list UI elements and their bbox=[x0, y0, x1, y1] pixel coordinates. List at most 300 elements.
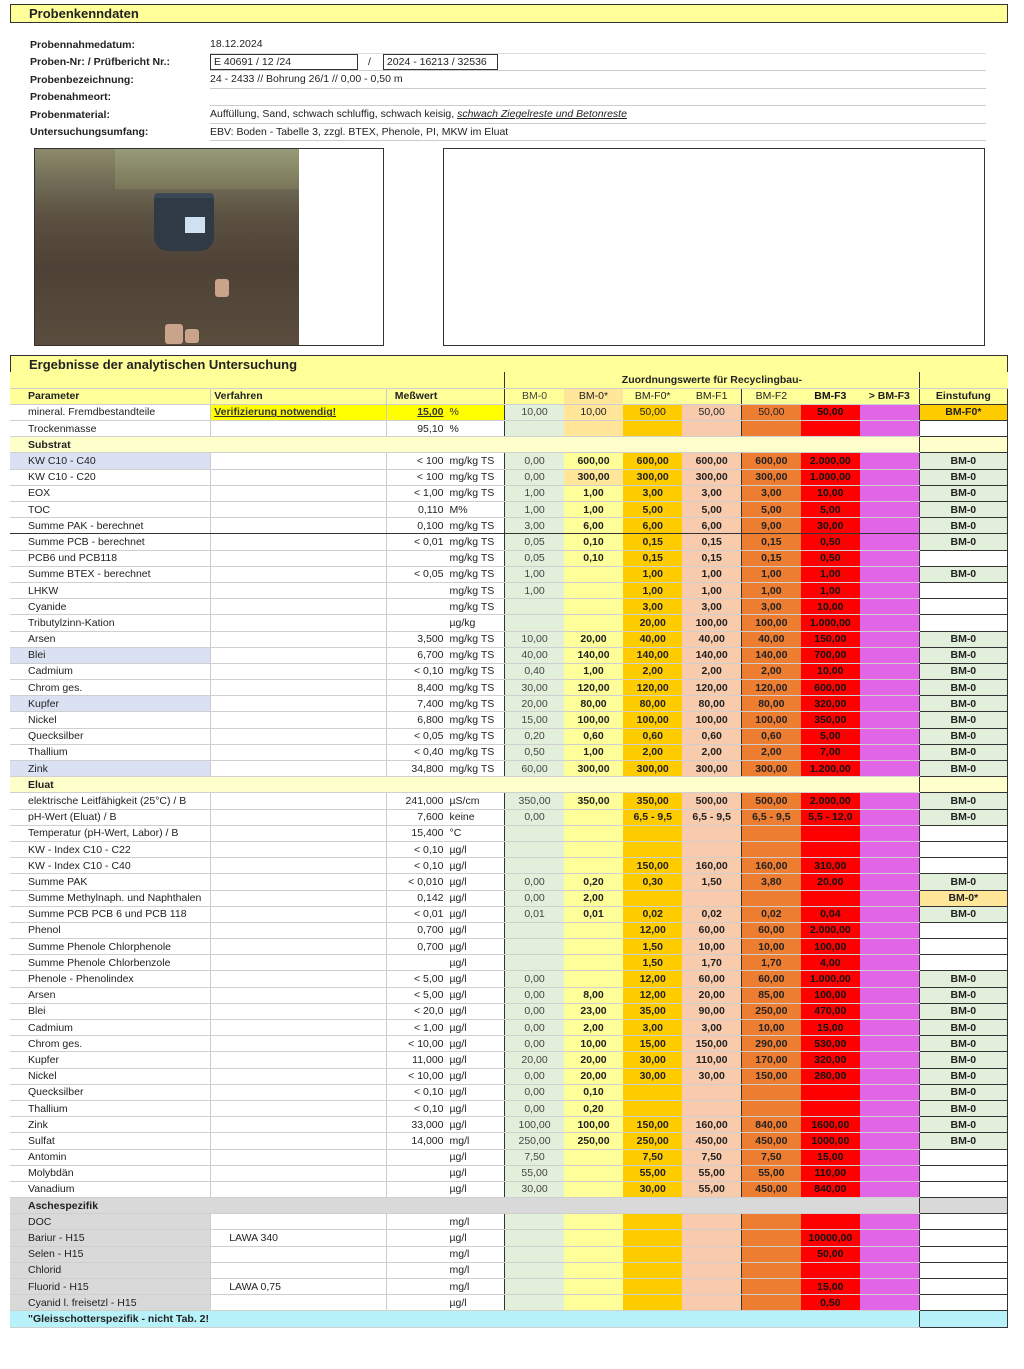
unit: µg/l bbox=[447, 841, 505, 857]
threshold-bmf2: 0,15 bbox=[742, 550, 801, 566]
threshold-bm0 bbox=[505, 955, 564, 971]
verfahren-value bbox=[211, 696, 387, 712]
threshold-bm0-star: 0,01 bbox=[564, 906, 623, 922]
measured-value: 0,100 bbox=[386, 518, 446, 534]
parameter-name: mineral. Fremdbestandteile bbox=[10, 404, 211, 420]
threshold-bmf0-star: 12,00 bbox=[623, 922, 682, 938]
parameter-name: Bariur - H15 bbox=[10, 1230, 211, 1246]
threshold-bmf3: 5,00 bbox=[801, 502, 860, 518]
parameter-name: Selen - H15 bbox=[10, 1246, 211, 1262]
threshold-bmf0-star: 40,00 bbox=[623, 631, 682, 647]
threshold-above-bmf3 bbox=[860, 1036, 919, 1052]
verfahren-value bbox=[211, 1165, 387, 1181]
table-row bbox=[10, 939, 1008, 955]
info-row-scope bbox=[30, 124, 986, 142]
einstufung-badge: BM-0 bbox=[919, 712, 1007, 728]
threshold-above-bmf3 bbox=[860, 1246, 919, 1262]
verfahren-value bbox=[211, 680, 387, 696]
einstufung-badge: BM-0 bbox=[919, 874, 1007, 890]
threshold-bm0: 20,00 bbox=[505, 696, 564, 712]
measured-value: < 0,05 bbox=[386, 728, 446, 744]
threshold-bm0: 0,00 bbox=[505, 874, 564, 890]
parameter-name: Blei bbox=[10, 647, 211, 663]
threshold-bmf1 bbox=[682, 421, 741, 437]
threshold-bmf0-star: 30,00 bbox=[623, 1181, 682, 1197]
threshold-bm0: 0,50 bbox=[505, 744, 564, 760]
threshold-bmf0-star: 300,00 bbox=[623, 761, 682, 777]
threshold-bmf1: 55,00 bbox=[682, 1165, 741, 1181]
group-label: Aschespezifik bbox=[10, 1198, 919, 1214]
threshold-bm0: 20,00 bbox=[505, 1052, 564, 1068]
threshold-above-bmf3 bbox=[860, 1165, 919, 1181]
parameter-name: Cadmium bbox=[10, 1020, 211, 1036]
threshold-above-bmf3 bbox=[860, 922, 919, 938]
threshold-bmf0-star: 1,50 bbox=[623, 939, 682, 955]
parameter-name: Summe PCB - berechnet bbox=[10, 534, 211, 550]
threshold-bm0-star bbox=[564, 955, 623, 971]
einstufung-badge bbox=[919, 1295, 1007, 1311]
verfahren-value bbox=[211, 744, 387, 760]
parameter-name: Cadmium bbox=[10, 663, 211, 679]
threshold-bmf0-star: 35,00 bbox=[623, 1003, 682, 1019]
photo-vegetation bbox=[115, 149, 299, 189]
threshold-bmf1: 3,00 bbox=[682, 599, 741, 615]
parameter-name: TOC bbox=[10, 502, 211, 518]
einstufung-badge: BM-F0* bbox=[919, 404, 1007, 420]
col-bm0: BM-0 bbox=[505, 388, 564, 404]
einstufung-badge: BM-0 bbox=[919, 534, 1007, 550]
parameter-name: Phenol bbox=[10, 922, 211, 938]
threshold-bmf2: 85,00 bbox=[742, 987, 801, 1003]
threshold-bm0: 250,00 bbox=[505, 1133, 564, 1149]
measured-value: < 5,00 bbox=[386, 971, 446, 987]
results-table bbox=[10, 372, 1008, 1328]
parameter-name: Trockenmasse bbox=[10, 421, 211, 437]
parameter-name: Chrom ges. bbox=[10, 680, 211, 696]
threshold-above-bmf3 bbox=[860, 1279, 919, 1295]
threshold-bmf3: 1.000,00 bbox=[801, 469, 860, 485]
einstufung-badge: BM-0 bbox=[919, 1084, 1007, 1100]
threshold-above-bmf3 bbox=[860, 793, 919, 809]
threshold-bmf3: 10,00 bbox=[801, 599, 860, 615]
table-row bbox=[10, 680, 1008, 696]
measured-value: 0,700 bbox=[386, 922, 446, 938]
threshold-bm0: 0,00 bbox=[505, 469, 564, 485]
threshold-bmf2: 140,00 bbox=[742, 647, 801, 663]
threshold-bmf0-star bbox=[623, 825, 682, 841]
unit: µg/l bbox=[447, 1052, 505, 1068]
einstufung-badge: BM-0 bbox=[919, 469, 1007, 485]
threshold-bmf2: 9,00 bbox=[742, 518, 801, 534]
threshold-bm0-star: 8,00 bbox=[564, 987, 623, 1003]
threshold-bm0: 60,00 bbox=[505, 761, 564, 777]
table-row bbox=[10, 550, 1008, 566]
threshold-bm0-star: 1,00 bbox=[564, 744, 623, 760]
threshold-bmf1: 300,00 bbox=[682, 761, 741, 777]
results-header: Ergebnisse der analytischen Untersuchung bbox=[10, 355, 1008, 374]
threshold-bmf2: 100,00 bbox=[742, 615, 801, 631]
threshold-bmf1: 2,00 bbox=[682, 663, 741, 679]
table-row bbox=[10, 874, 1008, 890]
threshold-above-bmf3 bbox=[860, 1003, 919, 1019]
parameter-name: Blei bbox=[10, 1003, 211, 1019]
threshold-bmf0-star: 15,00 bbox=[623, 1036, 682, 1052]
threshold-above-bmf3 bbox=[860, 615, 919, 631]
einstufung-badge: BM-0 bbox=[919, 631, 1007, 647]
threshold-bmf0-star: 150,00 bbox=[623, 1117, 682, 1133]
table-row bbox=[10, 1246, 1008, 1262]
einstufung-badge: BM-0 bbox=[919, 744, 1007, 760]
verfahren-value bbox=[211, 728, 387, 744]
threshold-bmf3: 1.000,00 bbox=[801, 971, 860, 987]
threshold-bm0: 0,05 bbox=[505, 534, 564, 550]
threshold-bm0-star: 250,00 bbox=[564, 1133, 623, 1149]
designation-value: 24 - 2433 // Bohrung 26/1 // 0,00 - 0,50 m bbox=[210, 71, 986, 89]
threshold-above-bmf3 bbox=[860, 421, 919, 437]
threshold-bmf3: 2.000,00 bbox=[801, 453, 860, 469]
threshold-bmf1: 20,00 bbox=[682, 987, 741, 1003]
unit: µg/l bbox=[447, 906, 505, 922]
table-row bbox=[10, 728, 1008, 744]
threshold-above-bmf3 bbox=[860, 1100, 919, 1116]
threshold-bmf3: 110,00 bbox=[801, 1165, 860, 1181]
threshold-bm0-star bbox=[564, 1230, 623, 1246]
measured-value: 6,800 bbox=[386, 712, 446, 728]
unit: µg/l bbox=[447, 1100, 505, 1116]
threshold-bmf0-star: 350,00 bbox=[623, 793, 682, 809]
parameter-name: Summe PAK bbox=[10, 874, 211, 890]
threshold-bmf1 bbox=[682, 1230, 741, 1246]
threshold-bmf0-star: 0,15 bbox=[623, 550, 682, 566]
threshold-bmf2: 450,00 bbox=[742, 1133, 801, 1149]
threshold-bm0-star: 6,00 bbox=[564, 518, 623, 534]
threshold-bmf0-star: 1,50 bbox=[623, 955, 682, 971]
threshold-bmf0-star bbox=[623, 890, 682, 906]
unit: µg/l bbox=[447, 890, 505, 906]
measured-value bbox=[386, 615, 446, 631]
measured-value bbox=[386, 582, 446, 598]
threshold-bm0: 0,00 bbox=[505, 453, 564, 469]
threshold-above-bmf3 bbox=[860, 1230, 919, 1246]
threshold-above-bmf3 bbox=[860, 534, 919, 550]
threshold-bmf1: 160,00 bbox=[682, 1117, 741, 1133]
threshold-bm0-star: 2,00 bbox=[564, 1020, 623, 1036]
table-row bbox=[10, 971, 1008, 987]
threshold-bm0: 1,00 bbox=[505, 566, 564, 582]
threshold-bm0: 1,00 bbox=[505, 485, 564, 501]
threshold-above-bmf3 bbox=[860, 906, 919, 922]
threshold-bmf2: 50,00 bbox=[742, 404, 801, 420]
measured-value: 7,600 bbox=[386, 809, 446, 825]
threshold-bm0: 0,00 bbox=[505, 1020, 564, 1036]
verfahren-value: LAWA 340 bbox=[211, 1230, 387, 1246]
threshold-bmf1 bbox=[682, 1100, 741, 1116]
measured-value: < 0,01 bbox=[386, 534, 446, 550]
table-row bbox=[10, 404, 1008, 420]
parameter-name: Summe Methylnaph. und Naphthalen bbox=[10, 890, 211, 906]
threshold-bmf0-star: 20,00 bbox=[623, 615, 682, 631]
threshold-bmf1: 7,50 bbox=[682, 1149, 741, 1165]
table-row bbox=[10, 1084, 1008, 1100]
table-row bbox=[10, 696, 1008, 712]
threshold-bmf3 bbox=[801, 1214, 860, 1230]
threshold-bmf0-star: 3,00 bbox=[623, 485, 682, 501]
measured-value bbox=[386, 1279, 446, 1295]
threshold-above-bmf3 bbox=[860, 1020, 919, 1036]
info-row-designation bbox=[30, 71, 986, 89]
verfahren-value bbox=[211, 485, 387, 501]
unit: µg/kg bbox=[447, 615, 505, 631]
threshold-bm0-star: 1,00 bbox=[564, 485, 623, 501]
parameter-name: Antomin bbox=[10, 1149, 211, 1165]
threshold-bmf2: 290,00 bbox=[742, 1036, 801, 1052]
threshold-bmf3: 7,00 bbox=[801, 744, 860, 760]
threshold-bmf0-star: 12,00 bbox=[623, 987, 682, 1003]
measured-value: < 10,00 bbox=[386, 1036, 446, 1052]
einstufung-badge bbox=[919, 825, 1007, 841]
measured-value: 0,142 bbox=[386, 890, 446, 906]
threshold-bm0-star: 100,00 bbox=[564, 712, 623, 728]
threshold-bmf0-star: 300,00 bbox=[623, 469, 682, 485]
threshold-above-bmf3 bbox=[860, 987, 919, 1003]
info-row-ids bbox=[30, 54, 986, 72]
threshold-bmf1: 5,00 bbox=[682, 502, 741, 518]
photo-stone bbox=[165, 324, 183, 344]
threshold-bmf1: 6,00 bbox=[682, 518, 741, 534]
table-row bbox=[10, 469, 1008, 485]
threshold-bm0-star bbox=[564, 1295, 623, 1311]
unit: µg/l bbox=[447, 1068, 505, 1084]
threshold-bmf1 bbox=[682, 1279, 741, 1295]
measured-value: < 0,01 bbox=[386, 906, 446, 922]
unit: µg/l bbox=[447, 1084, 505, 1100]
threshold-bm0-star bbox=[564, 922, 623, 938]
threshold-bmf2: 1,00 bbox=[742, 566, 801, 582]
measured-value: < 0,40 bbox=[386, 744, 446, 760]
table-row bbox=[10, 1036, 1008, 1052]
threshold-bmf3: 10000,00 bbox=[801, 1230, 860, 1246]
threshold-above-bmf3 bbox=[860, 631, 919, 647]
threshold-bmf2: 3,80 bbox=[742, 874, 801, 890]
einstufung-badge bbox=[919, 1262, 1007, 1278]
threshold-bmf1 bbox=[682, 1214, 741, 1230]
measured-value: 6,700 bbox=[386, 647, 446, 663]
col-einstufung: Einstufung bbox=[919, 388, 1007, 404]
threshold-above-bmf3 bbox=[860, 599, 919, 615]
threshold-bm0: 7,50 bbox=[505, 1149, 564, 1165]
verfahren-value bbox=[211, 453, 387, 469]
threshold-above-bmf3 bbox=[860, 1133, 919, 1149]
measured-value: < 0,10 bbox=[386, 663, 446, 679]
measured-value bbox=[386, 1149, 446, 1165]
parameter-name: elektrische Leitfähigkeit (25°C) / B bbox=[10, 793, 211, 809]
table-row bbox=[10, 1052, 1008, 1068]
unit: mg/kg TS bbox=[447, 696, 505, 712]
threshold-bmf2: 60,00 bbox=[742, 971, 801, 987]
threshold-bm0: 0,00 bbox=[505, 1003, 564, 1019]
threshold-bmf2 bbox=[742, 1295, 801, 1311]
table-row bbox=[10, 1003, 1008, 1019]
threshold-above-bmf3 bbox=[860, 955, 919, 971]
verfahren-value bbox=[211, 1068, 387, 1084]
threshold-bmf2: 120,00 bbox=[742, 680, 801, 696]
measured-value: < 100 bbox=[386, 453, 446, 469]
threshold-bmf2: 150,00 bbox=[742, 1068, 801, 1084]
verfahren-value bbox=[211, 793, 387, 809]
table-row bbox=[10, 518, 1008, 534]
threshold-above-bmf3 bbox=[860, 647, 919, 663]
threshold-above-bmf3 bbox=[860, 744, 919, 760]
threshold-above-bmf3 bbox=[860, 1181, 919, 1197]
threshold-bmf3 bbox=[801, 841, 860, 857]
parameter-name: Zink bbox=[10, 761, 211, 777]
threshold-bm0 bbox=[505, 1262, 564, 1278]
threshold-bmf2 bbox=[742, 421, 801, 437]
threshold-bmf0-star bbox=[623, 1262, 682, 1278]
zuordnung-header: Zuordnungswerte für Recyclingbau- bbox=[505, 372, 919, 388]
threshold-above-bmf3 bbox=[860, 582, 919, 598]
threshold-bmf3: 700,00 bbox=[801, 647, 860, 663]
einstufung-badge bbox=[919, 1181, 1007, 1197]
table-row bbox=[10, 502, 1008, 518]
threshold-bmf1 bbox=[682, 1084, 741, 1100]
threshold-above-bmf3 bbox=[860, 1295, 919, 1311]
unit: °C bbox=[447, 825, 505, 841]
threshold-bmf1: 0,60 bbox=[682, 728, 741, 744]
einstufung-badge: BM-0 bbox=[919, 696, 1007, 712]
unit: mg/kg TS bbox=[447, 485, 505, 501]
threshold-bm0-star bbox=[564, 1279, 623, 1295]
unit: mg/kg TS bbox=[447, 744, 505, 760]
einstufung-badge: BM-0 bbox=[919, 663, 1007, 679]
threshold-bmf1: 2,00 bbox=[682, 744, 741, 760]
verfahren-value bbox=[211, 663, 387, 679]
parameter-name: Fluorid - H15 bbox=[10, 1279, 211, 1295]
table-row bbox=[10, 1133, 1008, 1149]
parameter-name: Summe BTEX - berechnet bbox=[10, 566, 211, 582]
einstufung-badge: BM-0 bbox=[919, 793, 1007, 809]
unit: mg/kg TS bbox=[447, 469, 505, 485]
measured-value: 33,000 bbox=[386, 1117, 446, 1133]
einstufung-badge: BM-0 bbox=[919, 502, 1007, 518]
einstufung-badge: BM-0 bbox=[919, 1003, 1007, 1019]
threshold-above-bmf3 bbox=[860, 761, 919, 777]
info-row-location bbox=[30, 89, 986, 107]
threshold-above-bmf3 bbox=[860, 453, 919, 469]
photo-bucket bbox=[154, 193, 214, 251]
unit: mg/l bbox=[447, 1214, 505, 1230]
threshold-bmf2 bbox=[742, 1246, 801, 1262]
einstufung-badge bbox=[919, 1149, 1007, 1165]
table-row bbox=[10, 582, 1008, 598]
threshold-bmf1: 120,00 bbox=[682, 680, 741, 696]
threshold-bmf1: 40,00 bbox=[682, 631, 741, 647]
threshold-bm0-star: 0,20 bbox=[564, 1100, 623, 1116]
threshold-above-bmf3 bbox=[860, 1052, 919, 1068]
threshold-bm0: 0,00 bbox=[505, 971, 564, 987]
threshold-bm0-star: 1,00 bbox=[564, 663, 623, 679]
unit: µg/l bbox=[447, 987, 505, 1003]
threshold-bmf2: 0,02 bbox=[742, 906, 801, 922]
threshold-bm0: 55,00 bbox=[505, 1165, 564, 1181]
threshold-bm0: 350,00 bbox=[505, 793, 564, 809]
threshold-bm0-star bbox=[564, 582, 623, 598]
group-header-row bbox=[10, 437, 1008, 453]
unit: µS/cm bbox=[447, 793, 505, 809]
threshold-bmf0-star bbox=[623, 1084, 682, 1100]
sample-photo bbox=[35, 149, 299, 346]
threshold-bm0-star: 20,00 bbox=[564, 1052, 623, 1068]
einstufung-badge bbox=[919, 421, 1007, 437]
verfahren-value bbox=[211, 1003, 387, 1019]
threshold-bmf0-star: 80,00 bbox=[623, 696, 682, 712]
threshold-bmf1: 3,00 bbox=[682, 1020, 741, 1036]
table-row bbox=[10, 599, 1008, 615]
unit: mg/kg TS bbox=[447, 582, 505, 598]
parameter-name: pH-Wert (Eluat) / B bbox=[10, 809, 211, 825]
measured-value bbox=[386, 550, 446, 566]
threshold-bmf3: 0,50 bbox=[801, 550, 860, 566]
group-header-row bbox=[10, 777, 1008, 793]
threshold-bmf0-star: 30,00 bbox=[623, 1068, 682, 1084]
unit: mg/kg TS bbox=[447, 566, 505, 582]
threshold-bmf1: 500,00 bbox=[682, 793, 741, 809]
threshold-bm0-star bbox=[564, 939, 623, 955]
threshold-bmf1: 140,00 bbox=[682, 647, 741, 663]
verfahren-value bbox=[211, 1117, 387, 1133]
threshold-bmf3: 350,00 bbox=[801, 712, 860, 728]
verfahren-value bbox=[211, 566, 387, 582]
threshold-bmf3: 100,00 bbox=[801, 987, 860, 1003]
threshold-bm0: 0,00 bbox=[505, 1084, 564, 1100]
parameter-name: Zink bbox=[10, 1117, 211, 1133]
parameter-name: LHKW bbox=[10, 582, 211, 598]
parameter-name: Kupfer bbox=[10, 1052, 211, 1068]
einstufung-badge: BM-0 bbox=[919, 761, 1007, 777]
group-label: Eluat bbox=[10, 777, 919, 793]
einstufung-badge: BM-0 bbox=[919, 647, 1007, 663]
threshold-bmf1: 600,00 bbox=[682, 453, 741, 469]
threshold-bmf2 bbox=[742, 841, 801, 857]
col-bmf1: BM-F1 bbox=[682, 388, 741, 404]
threshold-bmf0-star: 50,00 bbox=[623, 404, 682, 420]
measured-value: 0,110 bbox=[386, 502, 446, 518]
threshold-bm0-star bbox=[564, 1181, 623, 1197]
einstufung-badge bbox=[919, 939, 1007, 955]
verfahren-value bbox=[211, 922, 387, 938]
threshold-bmf1: 55,00 bbox=[682, 1181, 741, 1197]
verfahren-value bbox=[211, 971, 387, 987]
measured-value: 11,000 bbox=[386, 1052, 446, 1068]
threshold-bmf3: 100,00 bbox=[801, 939, 860, 955]
measured-value: 0,700 bbox=[386, 939, 446, 955]
date-value: 18.12.2024 bbox=[210, 36, 986, 54]
threshold-bmf0-star: 5,00 bbox=[623, 502, 682, 518]
table-row bbox=[10, 987, 1008, 1003]
unit: mg/l bbox=[447, 1262, 505, 1278]
einstufung-badge bbox=[919, 582, 1007, 598]
threshold-bm0: 0,00 bbox=[505, 1100, 564, 1116]
einstufung-badge: BM-0 bbox=[919, 485, 1007, 501]
threshold-bmf3 bbox=[801, 421, 860, 437]
threshold-bmf2 bbox=[742, 1084, 801, 1100]
threshold-bmf2: 500,00 bbox=[742, 793, 801, 809]
threshold-bm0-star: 20,00 bbox=[564, 631, 623, 647]
table-row bbox=[10, 1214, 1008, 1230]
table-row bbox=[10, 1020, 1008, 1036]
threshold-bm0-star bbox=[564, 566, 623, 582]
threshold-bmf3: 2.000,00 bbox=[801, 922, 860, 938]
